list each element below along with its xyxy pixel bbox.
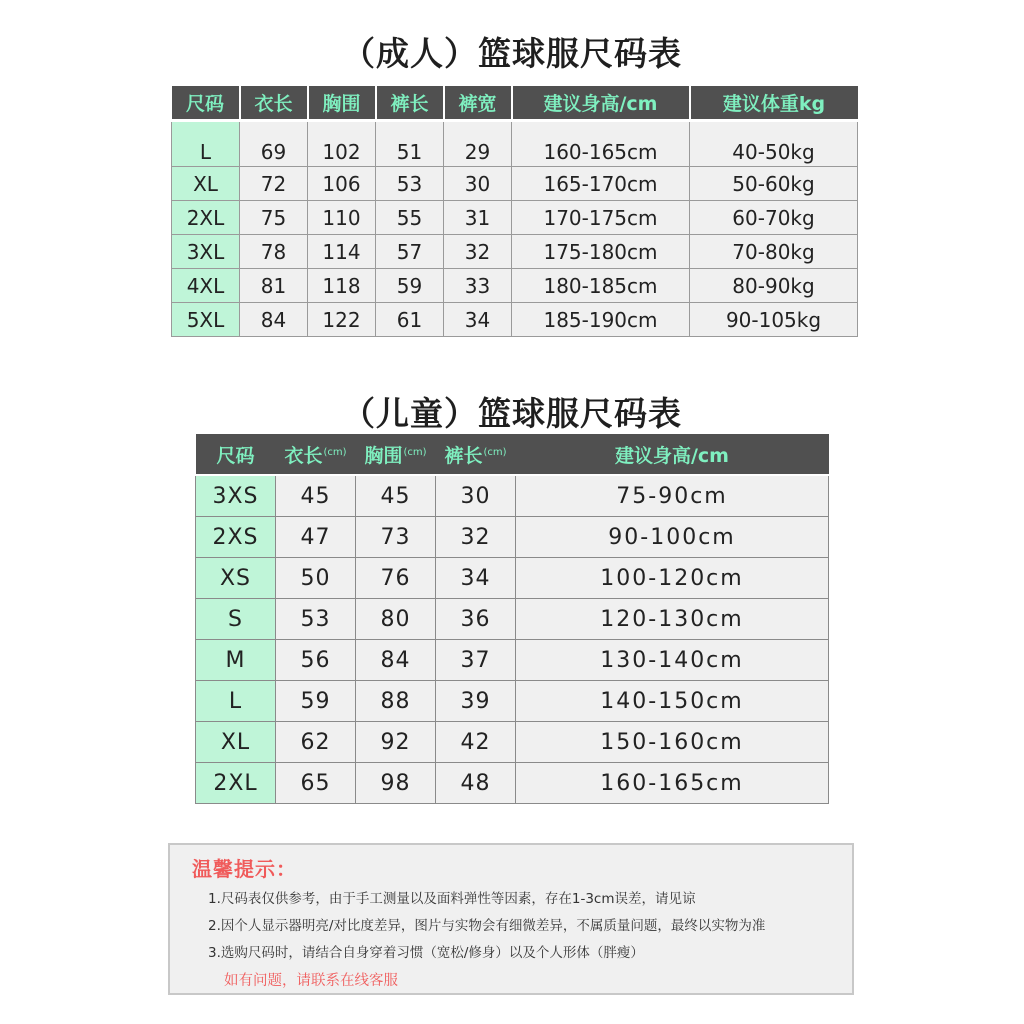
table-cell: 90-105kg [690,303,858,337]
table-row [196,599,829,640]
kids-size-chart-title: （儿童）篮球服尺码表 [342,394,682,433]
table-cell: 65 [276,763,356,804]
table-cell: 122 [308,303,376,337]
table-cell: 75-90cm [516,476,829,517]
table-cell: 78 [240,235,308,269]
kids-header-row [196,434,829,474]
table-cell: 102 [308,122,376,167]
table-cell: 57 [376,235,444,269]
contact-service-text: 如有问题，请联系在线客服 [224,973,398,989]
table-row [172,303,858,337]
table-cell: 175-180cm [512,235,690,269]
table-cell: 45 [356,476,436,517]
table-cell: 98 [356,763,436,804]
table-row [172,235,858,269]
table-cell: 50 [276,558,356,599]
table-cell: 42 [436,722,516,763]
table-row [196,722,829,763]
table-cell: 70-80kg [690,235,858,269]
table-row [196,517,829,558]
table-cell: 30 [436,476,516,517]
adult-header-row [172,86,858,119]
table-cell: 32 [436,517,516,558]
size-cell: 5XL [172,303,240,337]
size-cell: M [196,640,276,681]
table-cell: 47 [276,517,356,558]
col-header-height: 建议身高/cm [512,86,690,119]
size-cell: XL [196,722,276,763]
table-cell: 33 [444,269,512,303]
size-cell: 2XL [196,763,276,804]
table-cell: 53 [276,599,356,640]
table-cell: 45 [276,476,356,517]
tip-item: 1.尺码表仅供参考，由于手工测量以及面料弹性等因素，存在1-3cm误差，请见谅 [208,891,696,907]
size-cell: 2XL [172,201,240,235]
table-cell: 80-90kg [690,269,858,303]
col-header-size: 尺码 [196,434,276,474]
table-row [172,201,858,235]
table-cell: 50-60kg [690,167,858,201]
tips-title: 温馨提示： [192,857,297,881]
table-cell: 30 [444,167,512,201]
table-cell: 32 [444,235,512,269]
table-cell: 170-175cm [512,201,690,235]
table-cell: 56 [276,640,356,681]
table-cell: 180-185cm [512,269,690,303]
table-cell: 39 [436,681,516,722]
table-row [196,558,829,599]
table-cell: 62 [276,722,356,763]
table-cell: 72 [240,167,308,201]
table-cell: 61 [376,303,444,337]
table-row [172,167,858,201]
col-header-pants-length-label: 裤长 [444,444,483,467]
size-cell: 3XS [196,476,276,517]
table-cell: 51 [376,122,444,167]
size-cell: S [196,599,276,640]
tip-item: 2.因个人显示器明亮/对比度差异，图片与实物会有细微差异，不属质量问题，最终以实物为准 [208,918,766,934]
table-cell: 110 [308,201,376,235]
table-row [196,476,829,517]
table-cell: 55 [376,201,444,235]
size-cell: XS [196,558,276,599]
col-header-height: 建议身高/cm [516,434,829,474]
col-header-weight: 建议体重kg [690,86,858,119]
col-header-length [276,434,356,474]
table-cell: 106 [308,167,376,201]
table-cell: 92 [356,722,436,763]
table-cell: 90-100cm [516,517,829,558]
size-cell: 4XL [172,269,240,303]
table-cell: 84 [356,640,436,681]
size-cell: L [196,681,276,722]
table-cell: 48 [436,763,516,804]
table-cell: 36 [436,599,516,640]
col-header-pants-length [436,434,516,474]
table-cell: 81 [240,269,308,303]
table-cell: 185-190cm [512,303,690,337]
table-cell: 130-140cm [516,640,829,681]
table-cell: 114 [308,235,376,269]
tip-item: 3.选购尺码时，请结合自身穿着习惯（宽松/修身）以及个人形体（胖瘦） [208,945,644,961]
table-cell: 160-165cm [512,122,690,167]
table-row [172,269,858,303]
table-cell: 34 [436,558,516,599]
col-header-pants-width: 裤宽 [444,86,512,119]
table-row [196,763,829,804]
table-cell: 31 [444,201,512,235]
table-cell: 59 [276,681,356,722]
unit-label: (cm) [483,446,507,458]
table-cell: 69 [240,122,308,167]
tips-box [168,843,854,995]
table-cell: 120-130cm [516,599,829,640]
table-cell: 73 [356,517,436,558]
table-cell: 29 [444,122,512,167]
table-row [172,122,858,167]
table-cell: 160-165cm [516,763,829,804]
size-cell: 2XS [196,517,276,558]
adult-size-table [171,86,858,337]
table-cell: 37 [436,640,516,681]
col-header-chest [356,434,436,474]
table-cell: 59 [376,269,444,303]
table-row [196,640,829,681]
col-header-length: 衣长 [240,86,308,119]
col-header-chest-label: 胸围 [364,444,403,467]
table-cell: 84 [240,303,308,337]
size-cell: XL [172,167,240,201]
table-cell: 34 [444,303,512,337]
table-cell: 76 [356,558,436,599]
col-header-length-label: 衣长 [284,444,323,467]
col-header-chest: 胸围 [308,86,376,119]
table-cell: 75 [240,201,308,235]
table-cell: 118 [308,269,376,303]
table-row [196,681,829,722]
size-cell: L [172,122,240,167]
kids-size-table [195,434,829,804]
table-cell: 60-70kg [690,201,858,235]
col-header-size: 尺码 [172,86,240,119]
table-cell: 150-160cm [516,722,829,763]
size-cell: 3XL [172,235,240,269]
table-cell: 88 [356,681,436,722]
table-cell: 80 [356,599,436,640]
unit-label: (cm) [323,446,347,458]
table-cell: 40-50kg [690,122,858,167]
table-cell: 100-120cm [516,558,829,599]
table-cell: 140-150cm [516,681,829,722]
col-header-pants-length: 裤长 [376,86,444,119]
table-cell: 165-170cm [512,167,690,201]
table-cell: 53 [376,167,444,201]
unit-label: (cm) [403,446,427,458]
adult-size-chart-title: （成人）篮球服尺码表 [342,34,682,73]
